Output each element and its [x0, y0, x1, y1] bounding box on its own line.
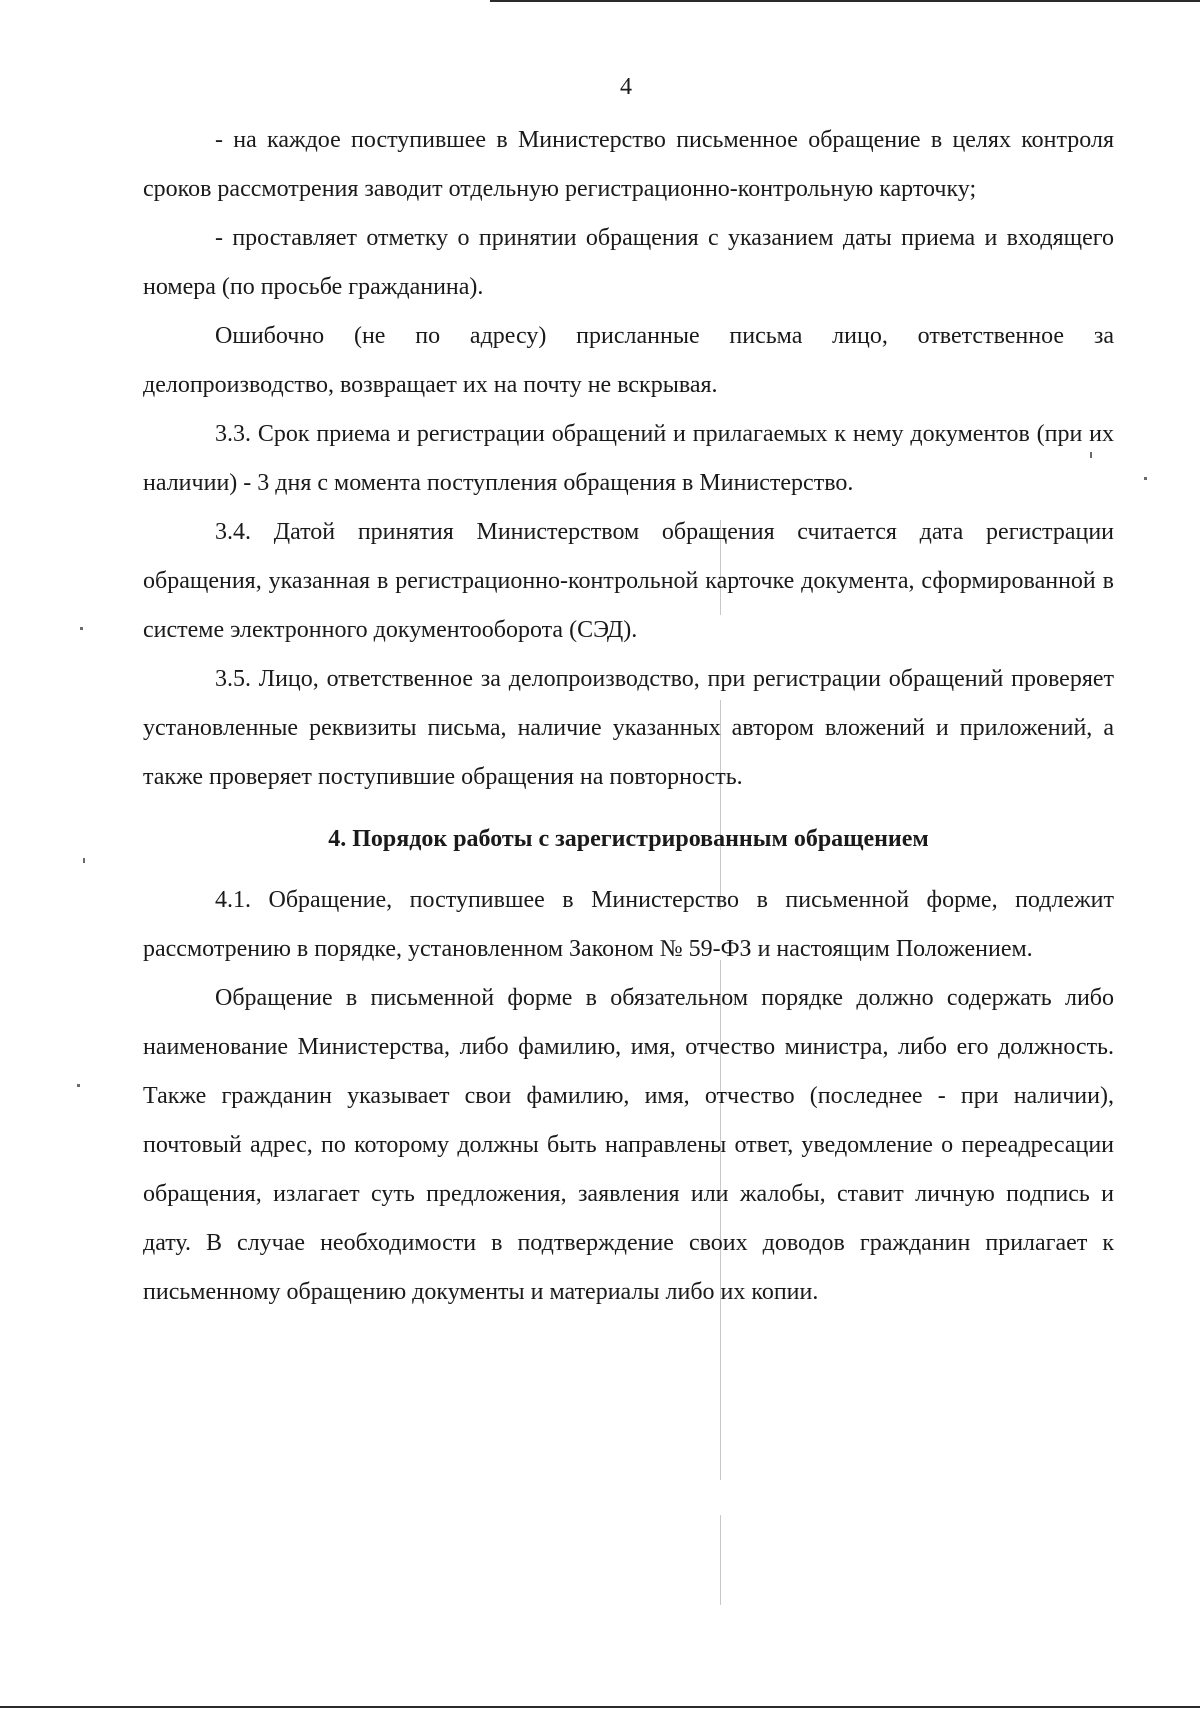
page-number: 4	[620, 74, 632, 100]
paragraph: Ошибочно (не по адресу) присланные письма лицо, ответственное за делопроизводство, возвращает их на почту не вскрывая.	[143, 323, 1114, 398]
scan-top-edge-line	[490, 0, 1200, 2]
paragraph: - на каждое поступившее в Министерство письменное обращение в целях контроля сроков рассмотрения заводит отдельную регистрационно-контрольную карточку;	[143, 127, 1114, 202]
paragraph: 3.4. Датой принятия Министерством обращения считается дата регистрации обращения, указанная в регистрационно-контрольной карточке документа, сформированной в системе электронного документооборота (СЭД).	[143, 519, 1114, 643]
scan-speck	[77, 1084, 80, 1087]
document-body	[143, 116, 1114, 1317]
scan-bottom-edge-line	[0, 1706, 1200, 1708]
scan-artifact-line	[720, 1515, 721, 1605]
scan-speck	[83, 858, 85, 863]
scan-speck	[80, 627, 83, 630]
paragraph: 3.3. Срок приема и регистрации обращений и прилагаемых к нему документов (при их наличии) - 3 дня с момента поступления обращения в Министерство.	[143, 421, 1114, 496]
scan-speck	[1144, 477, 1147, 480]
paragraph: - проставляет отметку о принятии обращения с указанием даты приема и входящего номера (по просьбе гражданина).	[143, 225, 1114, 300]
section-heading: 4. Порядок работы с зарегистрированным обращением	[328, 826, 929, 852]
paragraph: 4.1. Обращение, поступившее в Министерство в письменной форме, подлежит рассмотрению в порядке, установленном Законом № 59-ФЗ и настоящим Положением.	[143, 887, 1114, 962]
paragraph: Обращение в письменной форме в обязательном порядке должно содержать либо наименование Министерства, либо фамилию, имя, отчество министра, либо его должность. Также гражданин указывает свои фамилию, имя, отчество (последнее - при наличии), почтовый адрес, по которому должны быть направлены ответ, уведомление о переадресации обращения, излагает суть предложения, заявления или жалобы, ставит личную подпись и дату. В случае необходимости в подтверждение своих доводов гражданин прилагает к письменному обращению документы и материалы либо их копии.	[143, 985, 1114, 1305]
paragraph: 3.5. Лицо, ответственное за делопроизводство, при регистрации обращений проверяет установленные реквизиты письма, наличие указанных автором вложений и приложений, а также проверяет поступившие обращения на повторность.	[143, 666, 1114, 790]
